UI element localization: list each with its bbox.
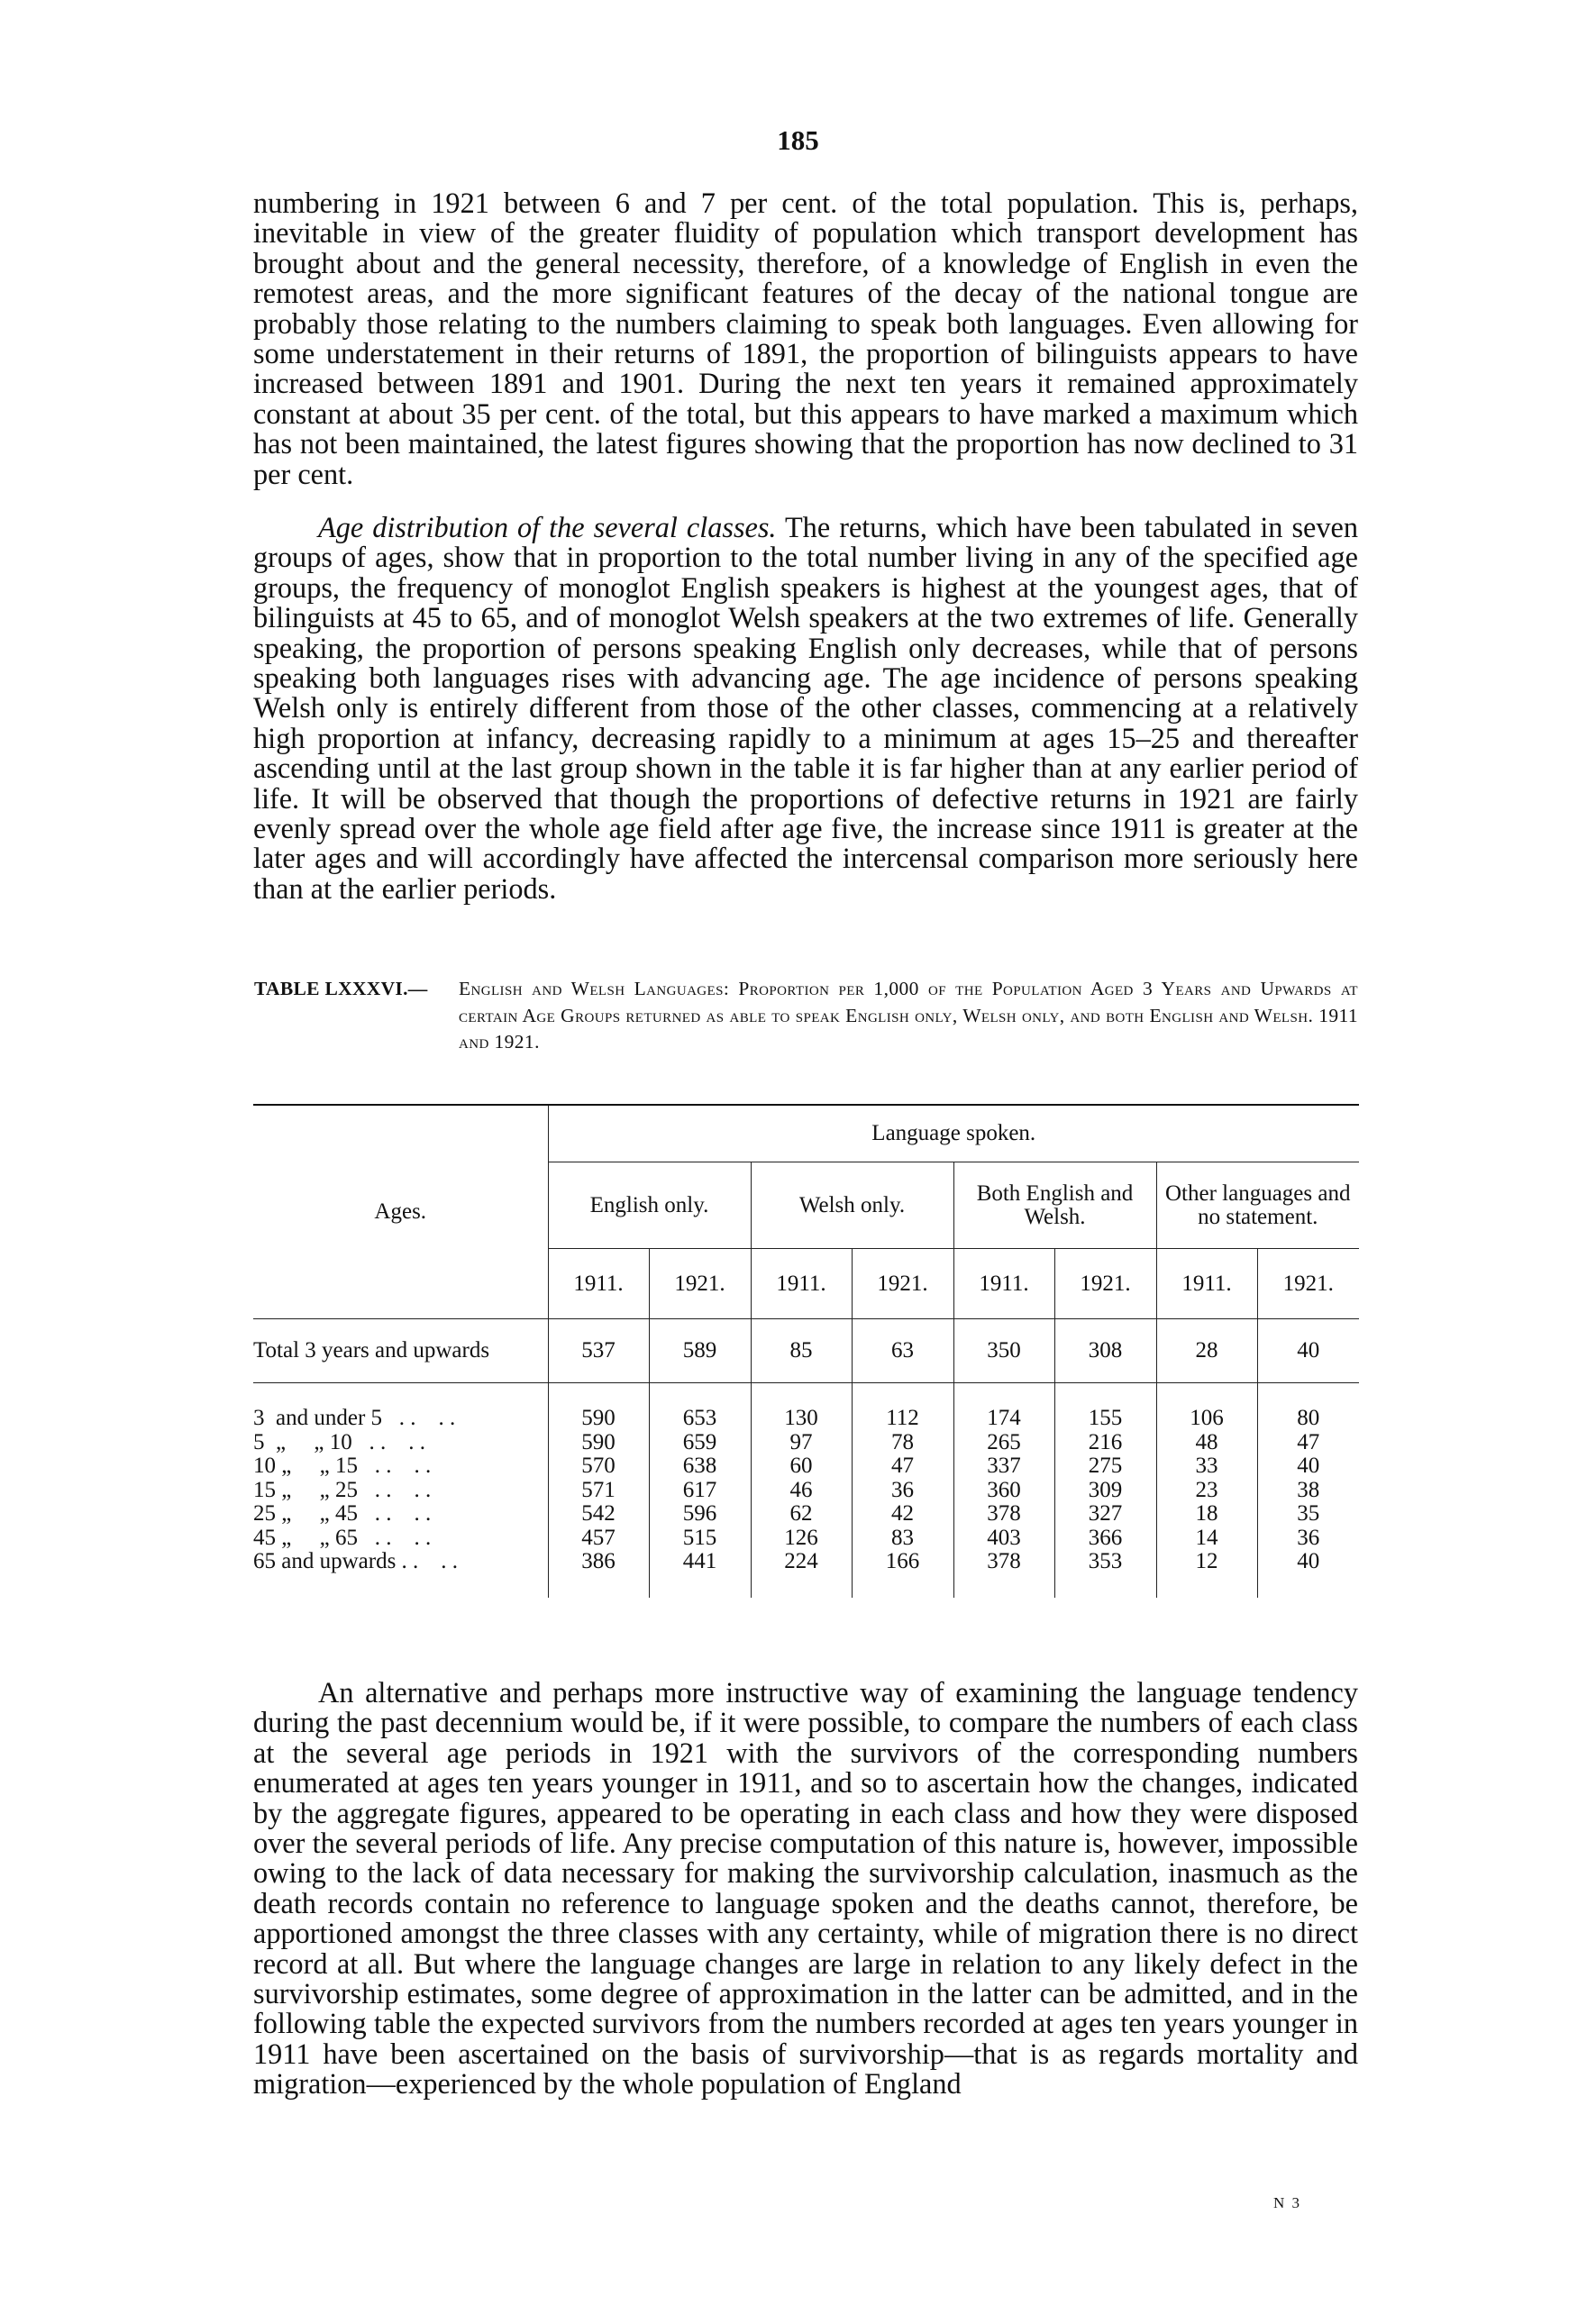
table-cell: 46 <box>751 1479 852 1503</box>
table-cell: 130 <box>751 1383 852 1431</box>
table-cell: 166 <box>852 1550 953 1598</box>
table-cell: 457 <box>548 1527 649 1551</box>
table-cell: 18 <box>1156 1502 1257 1527</box>
total-row <box>253 1319 1359 1383</box>
table-cell: 366 <box>1054 1527 1156 1551</box>
age-rows <box>253 1383 1359 1598</box>
table-row <box>253 1431 1359 1455</box>
table-cell: 353 <box>1054 1550 1156 1598</box>
table-cell: 537 <box>548 1319 649 1383</box>
table-cell: 275 <box>1054 1454 1156 1479</box>
table-cell: 590 <box>548 1431 649 1455</box>
year-header: 1911. <box>548 1249 649 1319</box>
printer-signature: N 3 <box>1273 2194 1302 2211</box>
table-row <box>253 1502 1359 1527</box>
year-header: 1921. <box>1054 1249 1156 1319</box>
age-group-label: 45 „ „ 65 . . . . <box>253 1527 548 1551</box>
table-cell: 378 <box>953 1502 1054 1527</box>
language-spoken-header: Language spoken. <box>548 1105 1359 1162</box>
table-cell: 596 <box>649 1502 751 1527</box>
table-cell: 42 <box>852 1502 953 1527</box>
group-header-both: Both English and Welsh. <box>953 1162 1156 1249</box>
table-cell: 570 <box>548 1454 649 1479</box>
year-header: 1911. <box>1156 1249 1257 1319</box>
table-cell: 47 <box>1297 1429 1320 1454</box>
paragraph-2-lead: Age distribution of the several classes. <box>318 511 777 543</box>
table-cell: 35 <box>1297 1501 1320 1526</box>
table-cell: 350 <box>953 1319 1054 1383</box>
table-cell: 112 <box>852 1383 953 1431</box>
table-cell: 62 <box>751 1502 852 1527</box>
table-cell: 589 <box>649 1319 751 1383</box>
group-header-english: English only. <box>548 1162 751 1249</box>
paragraph-2 <box>253 513 1358 904</box>
table-cell: 309 <box>1054 1479 1156 1503</box>
table-cell: 33 <box>1156 1454 1257 1479</box>
table-row <box>253 1383 1359 1431</box>
table-cell: 40 <box>1297 1454 1320 1478</box>
table-caption-text: English and Welsh Languages: Proportion per 1,000 of the Population Aged 3 Years and Upwards at certain Age Groups returned as able to speak English only, Welsh only, and both English and Welsh. 1911 and 1921. <box>459 978 1358 1053</box>
table-cell: 36 <box>1297 1525 1320 1550</box>
table-row <box>253 1479 1359 1503</box>
table-cell: 83 <box>852 1527 953 1551</box>
table-cell: 386 <box>548 1550 649 1598</box>
table-row <box>253 1454 1359 1479</box>
table-cell: 106 <box>1156 1383 1257 1431</box>
age-group-label: 5 „ „ 10 . . . . <box>253 1431 548 1455</box>
table-cell: 590 <box>548 1383 649 1431</box>
table-row <box>253 1550 1359 1598</box>
age-group-label: 15 „ „ 25 . . . . <box>253 1479 548 1503</box>
table-cell: 36 <box>852 1479 953 1503</box>
age-group-label: 3 and under 5 . . . . <box>253 1383 548 1431</box>
total-row-label: Total 3 years and upwards <box>253 1319 548 1383</box>
age-group-label: 25 „ „ 45 . . . . <box>253 1502 548 1527</box>
year-header: 1911. <box>751 1249 852 1319</box>
group-header-other: Other languages and no statement. <box>1156 1162 1359 1249</box>
table-cell: 265 <box>953 1431 1054 1455</box>
table-caption <box>254 976 1358 1056</box>
age-group-label: 10 „ „ 15 . . . . <box>253 1454 548 1479</box>
table-row <box>253 1527 1359 1551</box>
group-header-welsh: Welsh only. <box>751 1162 953 1249</box>
table-cell: 378 <box>953 1550 1054 1598</box>
table-cell: 97 <box>751 1431 852 1455</box>
ages-header: Ages. <box>253 1105 548 1319</box>
table-cell: 441 <box>649 1550 751 1598</box>
table-cell: 12 <box>1156 1550 1257 1598</box>
table-cell: 327 <box>1054 1502 1156 1527</box>
table-cell: 659 <box>649 1431 751 1455</box>
table-cell: 337 <box>953 1454 1054 1479</box>
table-cell: 155 <box>1054 1383 1156 1431</box>
table-cell: 174 <box>953 1383 1054 1431</box>
table-cell: 542 <box>548 1502 649 1527</box>
table-cell: 40 <box>1257 1319 1359 1383</box>
paragraph-3: An alternative and perhaps more instructive way of examining the language tendency during the past decennium would be, if it were possible, to compare the numbers of each class at the several age periods in 1921 with the survivors of the corresponding numbers enumerated at ages ten years younger in 1911, and so to ascertain how the changes, indicated by the aggregate figures, appeared to be operating in each class and how they were disposed over the several periods of life. Any precise computation of this nature is, however, impossible owing to the lack of data necessary for making the survivorship calculation, inasmuch as the death records contain no reference to language spoken and the deaths cannot, therefore, be apportioned amongst the three classes with any certainty, while of migration there is no direct record at all. But where the language changes are large in relation to any likely defect in the survivorship estimates, some degree of approximation in the latter can be admitted, and in the following table the expected survivors from the numbers recorded at ages ten years younger in 1911 have been ascertained on the basis of survivorship—that is as regards mortality and migration—experienced by the whole population of England <box>253 1676 1358 2101</box>
table-cell: 360 <box>953 1479 1054 1503</box>
table-cell: 23 <box>1156 1479 1257 1503</box>
table-cell: 403 <box>953 1527 1054 1551</box>
table-cell: 571 <box>548 1479 649 1503</box>
year-header: 1921. <box>852 1249 953 1319</box>
table-cell: 638 <box>649 1454 751 1479</box>
table-cell: 216 <box>1054 1431 1156 1455</box>
table-cell: 48 <box>1156 1431 1257 1455</box>
table-cell: 14 <box>1156 1527 1257 1551</box>
language-table <box>253 1104 1359 1598</box>
year-header: 1921. <box>649 1249 751 1319</box>
page-number: 185 <box>777 124 819 156</box>
table-cell: 78 <box>852 1431 953 1455</box>
year-header: 1911. <box>953 1249 1054 1319</box>
table-cell: 515 <box>649 1527 751 1551</box>
table-cell: 60 <box>751 1454 852 1479</box>
table-cell: 617 <box>649 1479 751 1503</box>
table-cell: 40 <box>1297 1549 1320 1573</box>
table-cell: 308 <box>1054 1319 1156 1383</box>
age-group-label: 65 and upwards . . . . <box>253 1550 548 1598</box>
table-label: TABLE LXXXVI.— <box>254 978 428 999</box>
table-cell: 28 <box>1156 1319 1257 1383</box>
table-cell: 63 <box>852 1319 953 1383</box>
table-cell: 224 <box>751 1550 852 1598</box>
table-cell: 47 <box>852 1454 953 1479</box>
table-cell: 85 <box>751 1319 852 1383</box>
table-cell: 126 <box>751 1527 852 1551</box>
paragraph-2-body: The returns, which have been tabulated in seven groups of ages, show that in proportion to the total number living in any of the specified age groups, the frequency of monoglot English speakers is highest at the youngest ages, that of bilinguists at 45 to 65, and of monoglot Welsh speakers at the two extremes of life. Generally speaking, the proportion of persons speaking English only decreases, while that of persons speaking both languages rises with advancing age. The age incidence of persons speaking Welsh only is entirely different from those of the other classes, commencing at a relatively high proportion at infancy, decreasing rapidly to a minimum at ages 15–25 and thereafter ascending until at the last group shown in the table it is far higher than at any earlier period of life. It will be observed that though the proportions of defective returns in 1921 are fairly evenly spread over the whole age field after age five, the increase since 1911 is greater at the later ages and will accordingly have affected the intercensal comparison more seriously here than at the earlier periods. <box>253 511 1358 905</box>
paragraph-1: numbering in 1921 between 6 and 7 per cent. of the total population. This is, perhaps, inevitable in view of the greater fluidity of population which transport development has brought about and the general necessity, therefore, of a knowledge of English in even the remotest areas, and the more significant features of the decay of the national tongue are probably those relating to the numbers claiming to speak both languages. Even allowing for some understatement in their returns of 1891, the proportion of bilinguists appears to have increased between 1891 and 1901. During the next ten years it remained approximately constant at about 35 per cent. of the total, but this appears to have marked a maximum which has not been maintained, the latest figures showing that the proportion has now declined to 31 per cent. <box>253 187 1358 490</box>
table-cell: 38 <box>1297 1477 1320 1502</box>
table-cell: 653 <box>649 1383 751 1431</box>
table-cell: 80 <box>1297 1406 1320 1430</box>
year-header: 1921. <box>1282 1271 1334 1296</box>
